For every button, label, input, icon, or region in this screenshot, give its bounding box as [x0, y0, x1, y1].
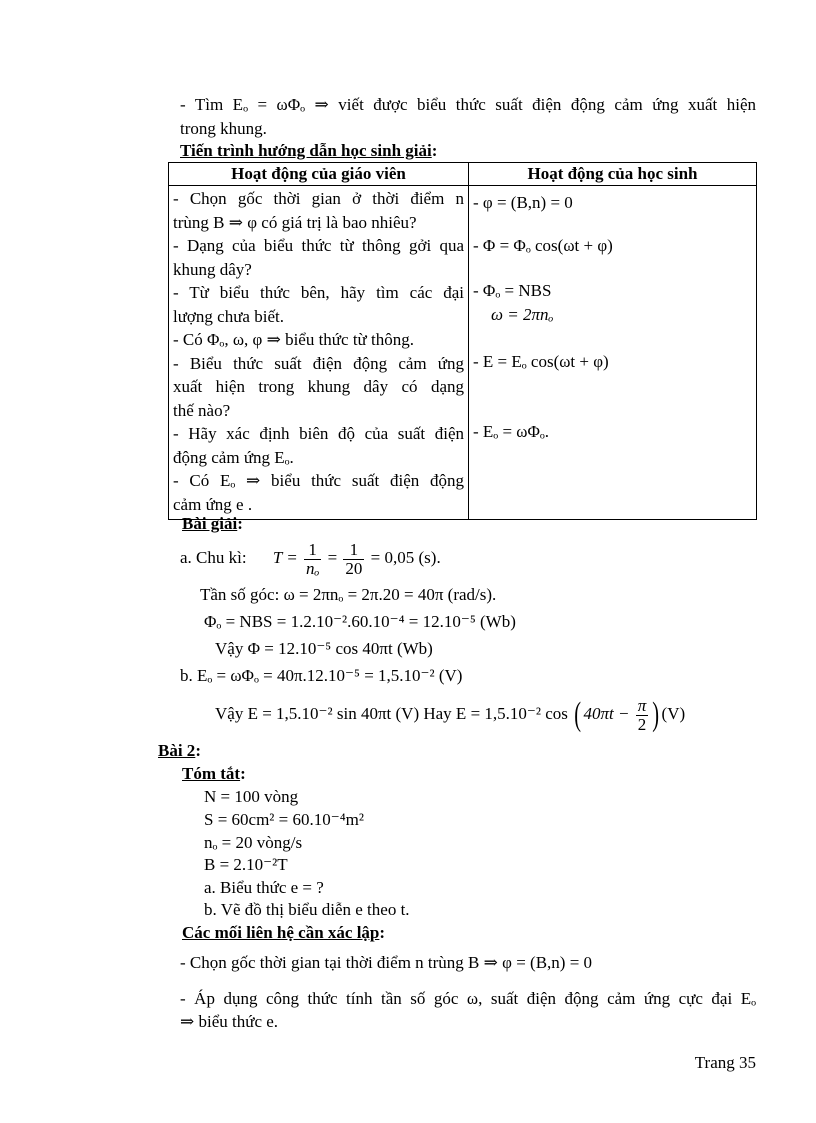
- solution-heading: [182, 513, 243, 535]
- relation-2-line-2: ⇒ biểu thức e.: [180, 1012, 279, 1031]
- problem-2-colon: :: [195, 741, 201, 760]
- student-answer-5: - Eₒ = ωΦₒ.: [473, 421, 550, 441]
- summary-item: B = 2.10⁻²T: [204, 855, 288, 874]
- period-label: a. Chu kì:: [180, 548, 247, 567]
- fraction-1-over-no: [304, 541, 321, 578]
- intro-line-1: - Tìm Eₒ = ωΦₒ ⇒ viết được biểu thức suất điện động cảm ứng xuất hiện: [180, 95, 756, 114]
- student-answer-4: - E = Eₒ cos(ωt + φ): [473, 352, 609, 371]
- teacher-line: - Có Φₒ, ω, φ ⇒ biểu thức từ thông.: [173, 330, 414, 349]
- teacher-column: [169, 186, 469, 520]
- summary-item: N = 100 vòng: [204, 787, 299, 806]
- summary-heading-colon: :: [240, 764, 246, 783]
- student-answer-1: - φ = (B,n) = 0: [473, 193, 573, 212]
- summary-item: nₒ = 20 vòng/s: [204, 833, 303, 852]
- teacher-line: khung dây?: [173, 259, 252, 279]
- teacher-line: thế nào?: [173, 400, 231, 420]
- problem-2-title-text: Bài 2: [158, 741, 196, 760]
- emf-amplitude-line: b. Eₒ = ωΦₒ = 40π.12.10⁻⁵ = 1,5.10⁻² (V): [180, 666, 463, 685]
- summary-item: S = 60cm² = 60.10⁻⁴m²: [204, 810, 364, 829]
- emf-phase: 40πt −: [583, 704, 630, 723]
- relations-heading-text: Các mối liên hệ cần xác lập: [182, 923, 380, 942]
- period-result: = 0,05 (s).: [370, 548, 441, 567]
- relations-heading-colon: :: [379, 923, 386, 942]
- angular-frequency-line: Tần số góc: ω = 2πnₒ = 2π.20 = 40π (rad/s).: [200, 585, 497, 604]
- solution-heading-colon: :: [237, 514, 243, 533]
- header-student: Hoạt động của học sinh: [469, 163, 757, 186]
- teacher-line: xuất hiện trong khung dây có dạng: [173, 377, 464, 396]
- teacher-line: động cảm ứng Eₒ.: [173, 447, 294, 467]
- fraction-1-over-20: [343, 541, 364, 578]
- summary-heading-text: Tóm tắt: [182, 764, 241, 783]
- teacher-line: lượng chưa biết.: [173, 306, 284, 326]
- page-number: Trang 35: [694, 1053, 756, 1072]
- summary-item: a. Biểu thức e = ?: [204, 878, 324, 897]
- frac-den: 20: [345, 558, 363, 578]
- solution-heading-text: Bài giải: [182, 514, 238, 533]
- relation-2-line-1: - Áp dụng công thức tính tần số góc ω, suất điện động cảm ứng cực đại Eₒ: [180, 989, 756, 1008]
- emf-expression-text: Vậy E = 1,5.10⁻² sin 40πt (V) Hay E = 1,5.10⁻² cos: [215, 704, 568, 723]
- flux-expression-line: Vậy Φ = 12.10⁻⁵ cos 40πt (Wb): [215, 639, 433, 658]
- teacher-line: - Biểu thức suất điện động cảm ứng: [173, 353, 464, 373]
- intro-line-2: trong khung.: [180, 119, 267, 138]
- period-expr: T =: [272, 548, 298, 567]
- period-line: a. Chu kì: T = $\frac{1}{\text{nₒ}}$ = $\frac{1}{20}$ = 0,05 (s).: [180, 539, 441, 578]
- emf-unit: (V): [661, 704, 686, 723]
- summary-heading: [182, 763, 246, 785]
- frac-den: 2: [637, 714, 647, 734]
- frac-num: 1: [343, 541, 364, 560]
- teacher-line: trùng B ⇒ φ có giá trị là bao nhiêu?: [173, 212, 417, 232]
- student-column: [469, 186, 757, 520]
- teacher-line: cảm ứng e .: [173, 494, 253, 514]
- frac-num: 1: [304, 541, 321, 560]
- frac-den: nₒ: [305, 558, 320, 578]
- guide-heading: [180, 140, 437, 162]
- teacher-line: - Hãy xác định biên độ của suất điện: [173, 424, 464, 443]
- student-answer-3a: - Φₒ = NBS: [473, 281, 552, 300]
- student-answer-3b: ω = 2πnₒ: [491, 304, 554, 324]
- guide-heading-colon: :: [431, 141, 438, 160]
- teacher-line: - Từ biểu thức bên, hãy tìm các đại: [173, 283, 464, 302]
- header-teacher: Hoạt động của giáo viên: [169, 163, 469, 186]
- teacher-line: - Chọn gốc thời gian ở thời điểm n: [173, 189, 464, 208]
- student-answer-2: - Φ = Φₒ cos(ωt + φ): [473, 235, 613, 255]
- teacher-line: - Dạng của biểu thức từ thông gởi qua: [173, 236, 464, 255]
- guide-heading-text: Tiến trình hướng dẫn học sinh giải: [180, 141, 432, 160]
- frac-num: π: [637, 695, 647, 715]
- flux-amplitude-line: Φₒ = NBS = 1.2.10⁻².60.10⁻⁴ = 12.10⁻⁵ (Wb): [204, 612, 516, 631]
- teacher-line: - Có Eₒ ⇒ biểu thức suất điện động: [173, 471, 464, 490]
- relations-heading: [182, 922, 385, 944]
- relation-1: - Chọn gốc thời gian tại thời điểm n trùng B ⇒ φ = (B,n) = 0: [180, 953, 593, 972]
- summary-item: b. Vẽ đồ thị biểu diễn e theo t.: [204, 900, 410, 919]
- guide-table: [168, 162, 757, 520]
- emf-expression-line: Vậy E = 1,5.10⁻² sin 40πt (V) Hay E = 1,5.10⁻² cos ( 40πt − $\frac{\pi}{2}$ ) (V): [215, 695, 686, 734]
- problem-2-title: [158, 740, 201, 762]
- fraction-pi-over-2: [636, 697, 649, 734]
